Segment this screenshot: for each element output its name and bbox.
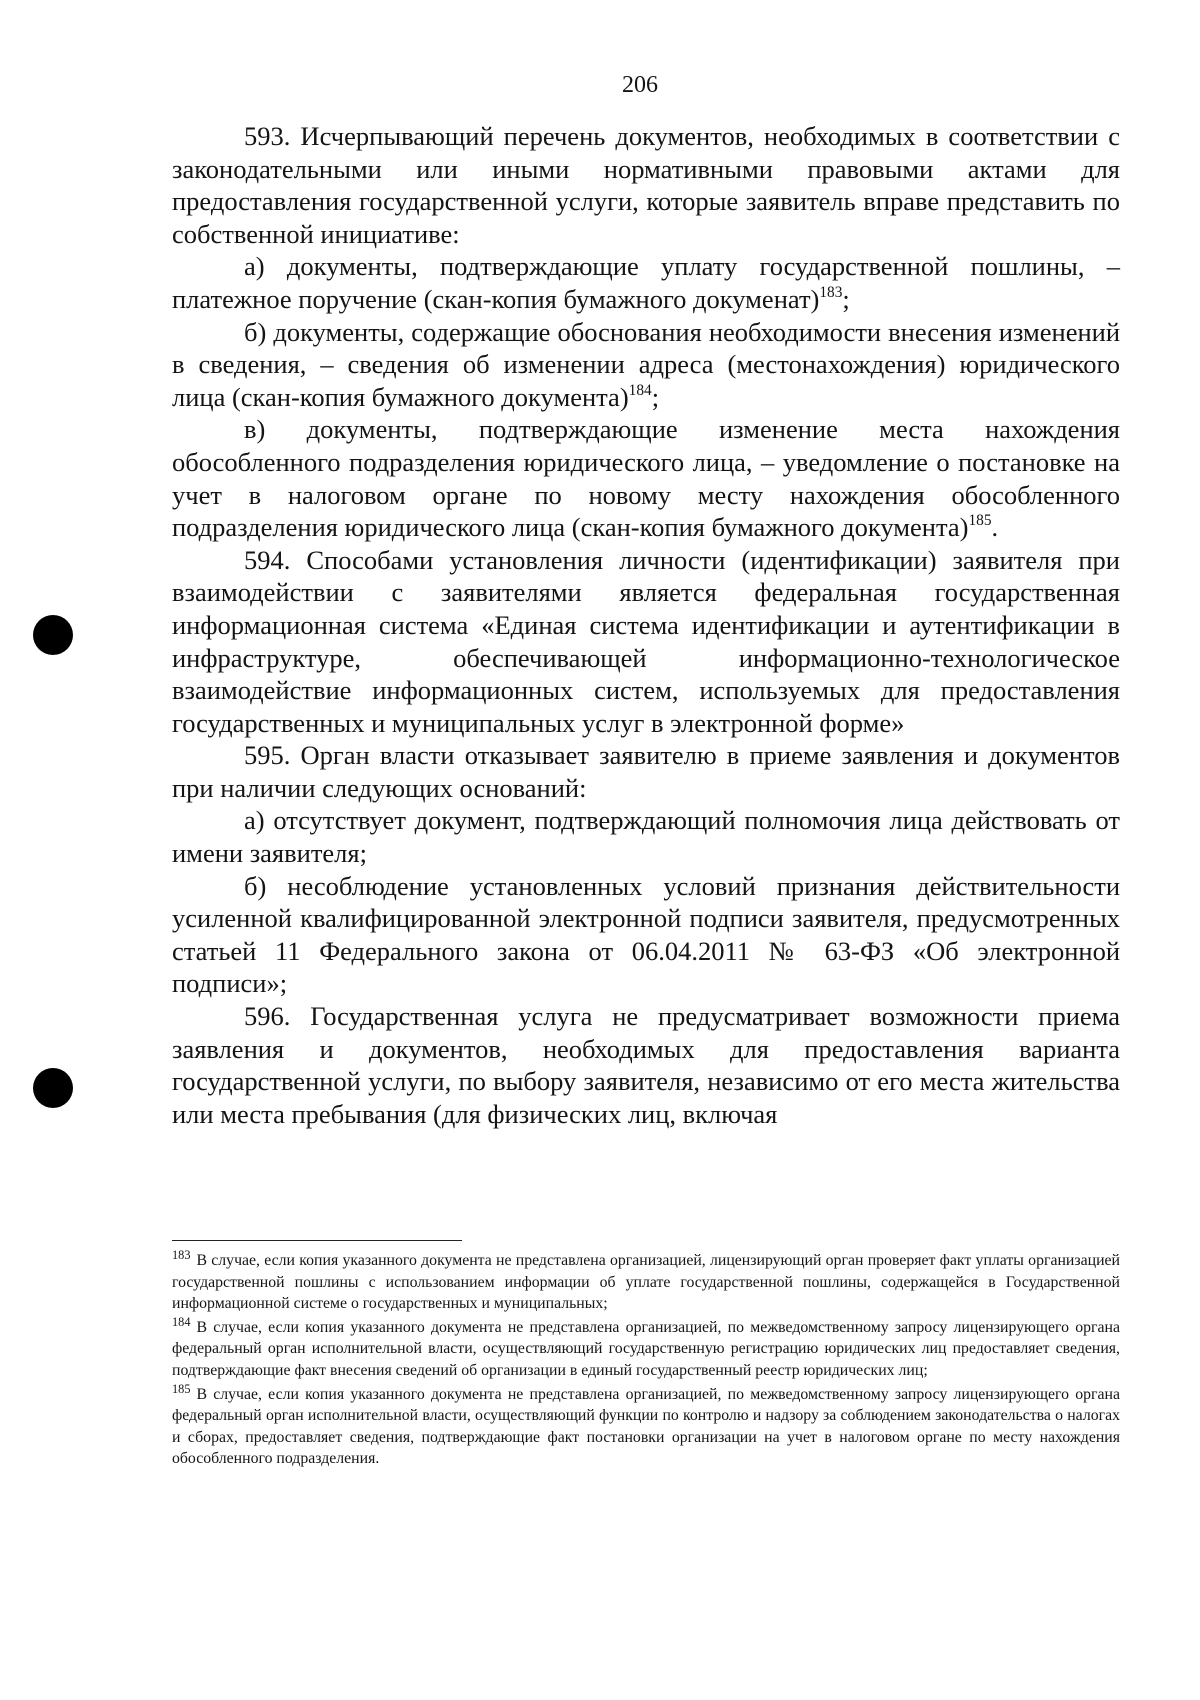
paragraph-593-b	[172, 316, 1120, 414]
paragraph-text: а) документы, подтверждающие уплату государственной пошлины, – платежное поручение (скан-копия бумажного докуменат)	[172, 251, 1120, 314]
footnote-text: В случае, если копия указанного документа не представлена организацией, по межведомственному запросу лицензирующего органа федеральный орган исполнительной власти, осуществляющий государственную регистрацию юридических лиц предоставляет сведения, подтверждающие факт внесения сведений об организации в единый государственный реестр юридических лиц;	[172, 1318, 1120, 1379]
footnote-number: 184	[172, 1315, 191, 1330]
footnote-185	[172, 1384, 1120, 1470]
paragraph-595-a: а) отсутствует документ, подтверждающий полномочия лица действовать от имени заявителя;	[172, 805, 1120, 869]
footnote-ref-185[interactable]: 185	[968, 512, 992, 530]
footnote-number: 185	[172, 1382, 191, 1397]
paragraph-tail: .	[991, 512, 999, 543]
footnote-separator	[172, 1240, 462, 1241]
paragraph-text: б) документы, содержащие обоснования необходимости внесения изменений в сведения, – сведения об изменении адреса (местонахождения) юридического лица (скан-копия бумажного документа)	[172, 316, 1120, 412]
footnote-ref-183[interactable]: 183	[819, 283, 843, 301]
footnote-text: В случае, если копия указанного документа не представлена организацией, по межведомственному запросу лицензирующего органа федеральный орган исполнительной власти, осуществляющий функции по контролю и надзору за соблюдением законодательства о налогах и сборах, предоставляет сведения, подтверждающие факт постановки организации на учет в налоговом органе по месту нахождения обособленного подразделения.	[172, 1385, 1120, 1468]
footnote-ref-184[interactable]: 184	[628, 381, 652, 399]
footnotes-section	[172, 1250, 1120, 1472]
punch-hole-mark	[33, 615, 73, 655]
footnote-184	[172, 1317, 1120, 1382]
footnote-text: В случае, если копия указанного документа не представлена организацией, лицензирующий орган проверяет факт уплаты организацией государственной пошлины с использованием информации об уплате государственной пошлины, содержащейся в Государственной информационной системе о государственных и муниципальных;	[172, 1252, 1120, 1313]
paragraph-tail: ;	[651, 381, 660, 412]
document-body	[172, 120, 1120, 1130]
paragraph-text: в) документы, подтверждающие изменение места нахождения обособленного подразделения юридического лица, – уведомление о постановке на учет в налоговом органе по новому месту нахождения обособленного подразделения юридического лица (скан-копия бумажного документа)	[172, 414, 1120, 543]
footnote-183	[172, 1250, 1120, 1315]
paragraph-593-a	[172, 250, 1120, 315]
page-number: 206	[622, 72, 658, 98]
punch-hole-mark	[33, 1068, 73, 1108]
footnote-number: 183	[172, 1248, 191, 1263]
paragraph-596: 596. Государственная услуга не предусматривает возможности приема заявления и документов, необходимых для предоставления варианта государственной услуги, по выбору заявителя, независимо от его места жительства или места пребывания (для физических лиц, включая	[172, 1001, 1120, 1129]
paragraph-595-b: б) несоблюдение установленных условий признания действительности усиленной квалифицированной электронной подписи заявителя, предусмотренных статьей 11 Федерального закона от 06.04.2011 № 63-ФЗ «Об электронной подписи»;	[172, 870, 1120, 999]
paragraph-594: 594. Способами установления личности (идентификации) заявителя при взаимодействии с заявителями является федеральная государственная информационная система «Единая система идентификации и аутентификации в инфраструктуре, обеспечивающей информационно-технологическое взаимодействие информационных систем, используемых для предоставления государственных и муниципальных услуг в электронной форме»	[172, 544, 1120, 738]
paragraph-593: 593. Исчерпывающий перечень документов, необходимых в соответствии с законодательными или иными нормативными правовыми актами для предоставления государственной услуги, которые заявитель вправе представить по собственной инициативе:	[172, 121, 1120, 249]
paragraph-593-v	[172, 413, 1120, 543]
paragraph-595: 595. Орган власти отказывает заявителю в приеме заявления и документов при наличии следующих оснований:	[172, 740, 1120, 803]
paragraph-tail: ;	[842, 283, 850, 314]
